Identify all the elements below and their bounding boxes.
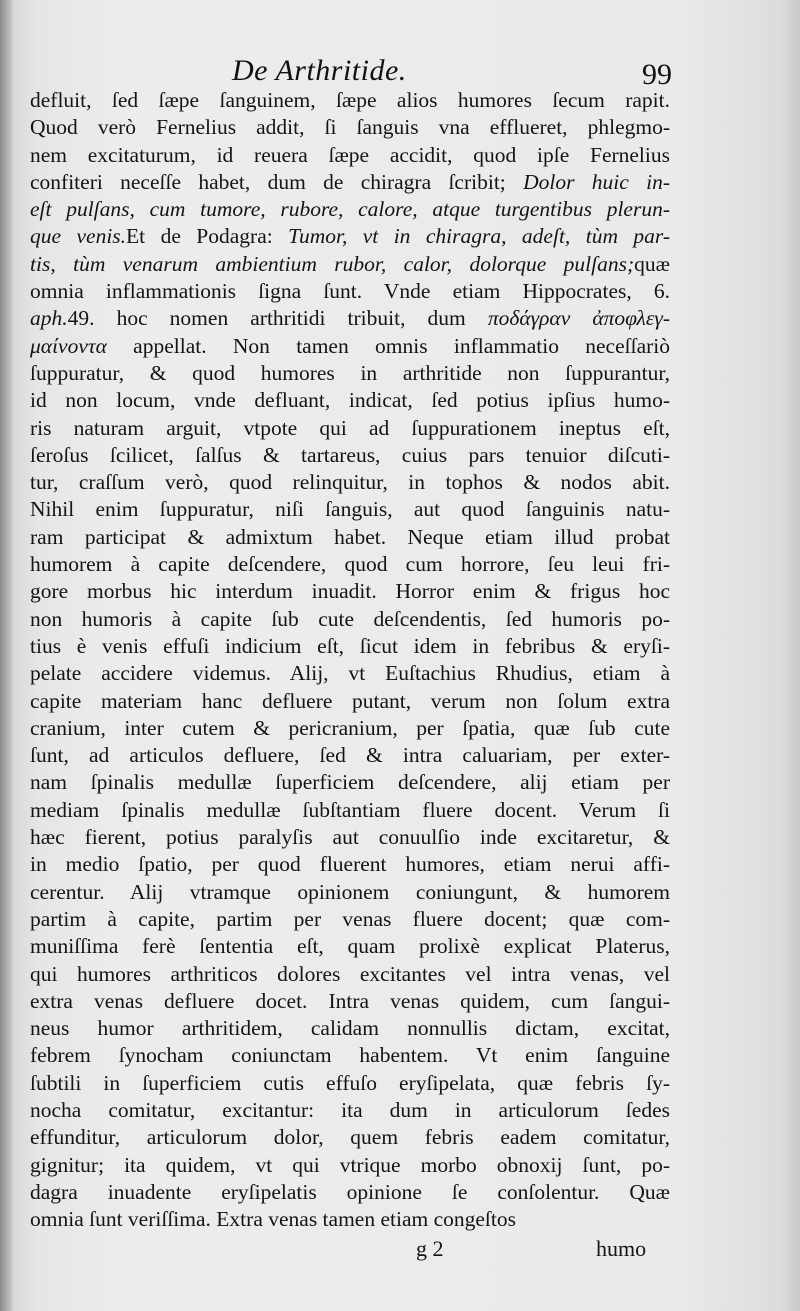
italic-text-segment: Dolor huic in-	[523, 169, 670, 194]
text-line	[30, 824, 670, 851]
text-line	[30, 1124, 670, 1151]
text-segment: ſuppuratur, & quod humores in arthritide non ſuppurantur,	[30, 360, 670, 385]
text-segment: pelate accidere videmus. Alij, vt Euſtachius Rhudius, etiam à	[30, 661, 670, 686]
text-line	[30, 578, 670, 605]
text-line	[30, 223, 670, 250]
page-footer	[0, 1236, 800, 1268]
text-segment: dagra inuadente eryſipelatis opinione ſe conſolentur. Quæ	[30, 1179, 670, 1204]
text-line	[30, 305, 670, 332]
italic-text-segment: aph.	[30, 306, 68, 331]
signature-mark: g 2	[416, 1236, 444, 1261]
text-segment: cranium, inter cutem & pericranium, per ſpatia, quæ ſub cute	[30, 715, 670, 740]
text-line	[30, 387, 670, 414]
text-line	[30, 1015, 670, 1042]
text-line	[30, 715, 670, 742]
text-segment: omnia inflammationis ſigna ſunt. Vnde etiam Hippocrates, 6.	[30, 279, 670, 304]
text-line	[30, 469, 670, 496]
text-line	[30, 496, 670, 523]
text-line	[30, 1152, 670, 1179]
text-segment: humorem à capite deſcendere, quod cum horrore, ſeu leui fri-	[30, 552, 670, 577]
text-segment: 49. hoc nomen arthritidi tribuit, dum	[67, 306, 488, 331]
text-segment: ſubtili in ſuperficiem cutis effuſo eryſipelata, quæ febris ſy-	[30, 1070, 670, 1095]
page-header	[0, 50, 800, 90]
text-segment: neus humor arthritidem, calidam nonnullis dictam, excitat,	[30, 1016, 670, 1041]
text-segment: id non locum, vnde defluant, indicat, ſed potius ipſius humo-	[30, 388, 670, 413]
text-line	[30, 442, 670, 469]
text-line	[30, 278, 670, 305]
text-segment: quæ	[634, 251, 670, 276]
text-line	[30, 114, 670, 141]
text-segment: defluit, ſed ſæpe ſanguinem, ſæpe alios humores ſecum rapit.	[30, 88, 670, 112]
text-line	[30, 988, 670, 1015]
page-gutter-shadow	[0, 0, 14, 1311]
text-segment: Et de Podagra:	[126, 224, 289, 249]
text-segment: nam ſpinalis medullæ ſuperficiem deſcendere, alij etiam per	[30, 770, 670, 795]
text-line	[30, 87, 670, 114]
text-line	[30, 1070, 670, 1097]
italic-text-segment: μαίνοντα	[30, 333, 107, 358]
catchword: humo	[596, 1236, 647, 1261]
text-line	[30, 1042, 670, 1069]
text-segment: tius è venis effuſi indicium eſt, ſicut idem in febribus & eryſi-	[30, 633, 670, 658]
text-line	[30, 1179, 670, 1206]
text-segment: extra venas defluere docet. Intra venas quidem, cum ſangui-	[30, 988, 670, 1013]
text-segment: partim à capite, partim per venas fluere docent; quæ com-	[30, 906, 670, 931]
text-line	[30, 660, 670, 687]
italic-text-segment: Tumor, vt in chiragra, adeſt, tùm par-	[288, 224, 671, 249]
text-segment: febrem ſynocham coniunctam habentem. Vt enim ſanguine	[30, 1043, 670, 1068]
main-text-block	[30, 87, 670, 1233]
text-line	[30, 769, 670, 796]
text-line	[30, 688, 670, 715]
text-line	[30, 797, 670, 824]
text-segment: capite materiam hanc defluere putant, verum non ſolum extra	[30, 688, 670, 713]
text-segment: hæc fierent, potius paralyſis aut conuulſio inde excitaretur, &	[30, 825, 670, 850]
page-number: 99	[642, 58, 672, 91]
text-line	[30, 360, 670, 387]
text-line	[30, 251, 670, 278]
text-line	[30, 879, 670, 906]
text-segment: ſunt, ad articulos defluere, ſed & intra caluariam, per exter-	[30, 743, 670, 768]
text-segment: Nihil enim ſuppuratur, niſi ſanguis, aut quod ſanguinis natu-	[30, 497, 670, 522]
running-title: De Arthritide.	[232, 54, 407, 87]
text-segment: in medio ſpatio, per quod fluerent humores, etiam nerui affi-	[30, 852, 670, 877]
text-line	[30, 169, 670, 196]
text-line	[30, 1206, 670, 1233]
text-line	[30, 633, 670, 660]
italic-text-segment: eſt pulſans, cum tumore, rubore, calore, atque turgentibus plerun-	[30, 197, 670, 222]
italic-text-segment: tis, tùm venarum ambientium rubor, calor, dolorque pulſans;	[30, 251, 635, 276]
text-line	[30, 196, 670, 223]
text-line	[30, 933, 670, 960]
text-segment: nocha comitatur, excitantur: ita dum in articulorum ſedes	[30, 1097, 670, 1122]
text-line	[30, 1097, 670, 1124]
text-line	[30, 961, 670, 988]
text-segment: confiteri neceſſe habet, dum de chiragra ſcribit;	[30, 169, 524, 194]
text-segment: ſeroſus ſcilicet, ſalſus & tartareus, cuius pars tenuior diſcuti-	[30, 442, 670, 467]
text-segment: tur, craſſum verò, quod relinquitur, in tophos & nodos abit.	[30, 470, 670, 495]
text-line	[30, 742, 670, 769]
text-segment: Quod verò Fernelius addit, ſi ſanguis vna efflueret, phlegmo-	[30, 115, 670, 140]
text-segment: mediam ſpinalis medullæ ſubſtantiam fluere docent. Verum ſi	[30, 797, 670, 822]
text-segment: qui humores arthriticos dolores excitantes vel intra venas, vel	[30, 961, 670, 986]
text-line	[30, 551, 670, 578]
text-line	[30, 606, 670, 633]
text-segment: non humoris à capite ſub cute deſcendentis, ſed humoris po-	[30, 606, 670, 631]
text-segment: cerentur. Alij vtramque opinionem coniungunt, & humorem	[30, 879, 670, 904]
text-line	[30, 142, 670, 169]
italic-text-segment: ποδάγραν ἀποφλεγ-	[487, 306, 670, 331]
text-line	[30, 333, 670, 360]
italic-text-segment: que venis.	[30, 224, 127, 249]
text-segment: nem excitaturum, id reuera ſæpe accidit, quod ipſe Fernelius	[30, 142, 670, 167]
text-segment: omnia ſunt veriſſima. Extra venas tamen etiam congeſtos	[30, 1207, 516, 1232]
text-segment: gignitur; ita quidem, vt qui vtrique morbo obnoxij ſunt, po-	[30, 1152, 670, 1177]
text-segment: muniſſima ferè ſententia eſt, quam prolixè explicat Platerus,	[30, 934, 670, 959]
text-line	[30, 415, 670, 442]
text-segment: gore morbus hic interdum inuadit. Horror enim & frigus hoc	[30, 579, 670, 604]
text-segment: effunditur, articulorum dolor, quem febris eadem comitatur,	[30, 1125, 670, 1150]
text-segment: ram participat & admixtum habet. Neque etiam illud probat	[30, 524, 670, 549]
text-segment: appellat. Non tamen omnis inflammatio neceſſariò	[106, 333, 670, 358]
text-line	[30, 524, 670, 551]
text-line	[30, 851, 670, 878]
text-segment: ris naturam arguit, vtpote qui ad ſuppurationem ineptus eſt,	[30, 415, 670, 440]
text-line	[30, 906, 670, 933]
